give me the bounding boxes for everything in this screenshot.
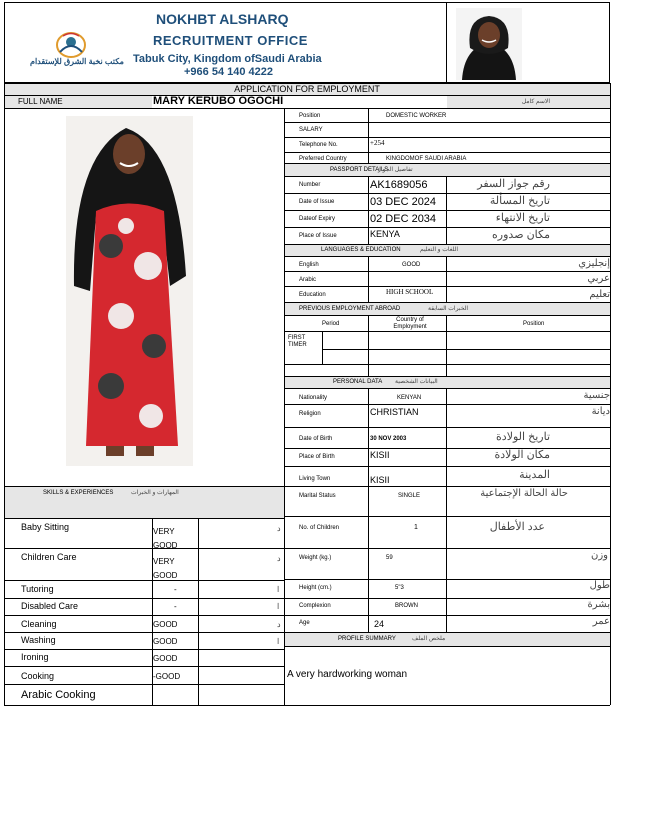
personal-ar: عمر <box>592 616 610 627</box>
education-value: HIGH SCHOOL <box>386 288 434 296</box>
personal-label: Place of Birth <box>299 454 335 460</box>
passport-expiry-date: 02 DEC 2034 <box>370 213 437 225</box>
skill-label: Cleaning <box>21 619 57 629</box>
passport-heading-ar: تفاصيل الجواز <box>378 167 413 173</box>
skill-label: Tutoring <box>21 584 54 594</box>
dob-value: 30 NOV 2003 <box>370 436 407 442</box>
skill-ar: ا <box>277 637 280 646</box>
column-country: Country of Employment <box>393 317 427 330</box>
personal-label: Height (cm.) <box>299 585 332 591</box>
passport-heading: PASSPORT DETAILS <box>330 167 389 173</box>
passport-ar: مكان صدوره <box>492 229 550 241</box>
languages-heading: LANGUAGES & EDUCATION <box>321 247 401 253</box>
skill-label: Cooking <box>21 671 55 681</box>
personal-ar: تاريخ الولادة <box>496 431 550 443</box>
skill-value: VERY GOOD <box>153 527 178 550</box>
personal-ar: جنسية <box>583 390 610 401</box>
profile-summary-text: A very hardworking woman <box>287 669 408 680</box>
language-ar: تعليم <box>589 289 610 300</box>
skill-label: Arabic Cooking <box>21 689 96 701</box>
passport-ar: تاريخ الانتهاء <box>495 212 550 224</box>
height-value: 5"3 <box>395 585 404 591</box>
personal-label: No. of Children <box>299 525 340 531</box>
skill-value: - <box>174 602 177 611</box>
personal-ar: عدد الأطفال <box>489 521 545 533</box>
skill-value: - <box>174 585 177 594</box>
skills-heading-ar: المهارات و الخبرات <box>131 490 179 496</box>
column-period: Period <box>322 321 340 327</box>
detail-value: +254 <box>370 139 385 147</box>
marital-status-value: SINGLE <box>398 493 421 499</box>
profile-summary-heading: PROFILE SUMMARY <box>338 636 396 642</box>
skill-label: Ironing <box>21 652 49 662</box>
personal-label: Marital Status <box>299 493 336 499</box>
language-label: Arabic <box>299 277 317 283</box>
personal-ar: بشرة <box>587 599 610 610</box>
full-body-photo <box>66 116 193 466</box>
skill-ar: د <box>277 620 281 629</box>
passport-ar: رقم جواز السفر <box>477 178 550 190</box>
detail-label: SALARY <box>299 127 323 133</box>
detail-value: DOMESTIC WORKER <box>386 113 447 119</box>
passport-issue-date: 03 DEC 2024 <box>370 196 437 208</box>
skill-ar: د <box>277 524 281 533</box>
skill-value: -GOOD <box>153 672 181 681</box>
passport-ar: تاريخ المسألة <box>489 195 550 207</box>
detail-value: KINGDOMOF SAUDI ARABIA <box>386 156 467 162</box>
personal-label: Complexion <box>299 603 331 609</box>
personal-ar: حالة الحالة الإجتماعية <box>480 488 568 499</box>
detail-label: Preferred Country <box>299 156 347 162</box>
column-position: Position <box>523 321 545 327</box>
personal-label: Date of Birth <box>299 436 333 442</box>
personal-label: Weight (kg.) <box>299 555 332 561</box>
skill-label: Disabled Care <box>21 601 79 611</box>
full-name-label: FULL NAME <box>18 97 63 106</box>
prev-employment-heading-ar: الخبرات السابقة <box>428 306 469 312</box>
personal-label: Nationality <box>299 395 328 401</box>
profile-summary-heading-ar: ملخص الملف <box>412 636 446 642</box>
skill-ar: د <box>277 554 281 563</box>
personal-label: Living Town <box>299 476 331 482</box>
personal-label: Religion <box>299 411 321 417</box>
personal-ar: وزن <box>590 550 608 561</box>
company-line2: RECRUITMENT OFFICE <box>153 33 308 48</box>
age-value: 24 <box>374 619 385 629</box>
first-timer-label: FIRST TIMER <box>288 335 307 349</box>
personal-heading-ar: البيانات الشخصية <box>395 379 438 385</box>
personal-ar: ديانة <box>591 406 610 417</box>
full-name-value: MARY KERUBO OGOCHI <box>153 95 284 107</box>
full-name-label-ar: الاسم كامل <box>521 99 550 105</box>
living-town-value: KISII <box>370 475 390 485</box>
birthplace-value: KISII <box>370 450 390 460</box>
language-label: Education <box>299 292 326 298</box>
skill-label: Washing <box>21 635 56 645</box>
personal-ar: مكان الولادة <box>494 449 550 461</box>
company-name: NOKHBT ALSHARQ <box>156 11 289 27</box>
form-title: APPLICATION FOR EMPLOYMENT <box>234 84 380 94</box>
detail-label: Position <box>299 113 321 119</box>
passport-label: Dateof Expiry <box>299 216 336 222</box>
skill-value: VERY GOOD <box>153 557 178 580</box>
passport-place: KENYA <box>370 229 400 239</box>
personal-heading: PERSONAL DATA <box>333 379 383 385</box>
skill-value: GOOD <box>153 637 178 646</box>
skill-label: Baby Sitting <box>21 522 70 532</box>
religion-value: CHRISTIAN <box>370 407 419 417</box>
weight-value: 59 <box>386 555 393 561</box>
language-ar: عربي <box>587 273 610 284</box>
passport-number: AK1689056 <box>370 179 428 191</box>
children-value: 1 <box>414 524 418 531</box>
personal-ar: المدينة <box>519 469 550 481</box>
skill-ar: ا <box>277 602 280 611</box>
language-ar: إنجليزي <box>578 258 610 269</box>
prev-employment-heading: PREVIOUS EMPLOYMENT ABROAD <box>299 306 401 312</box>
skill-label: Children Care <box>21 552 77 562</box>
nationality-value: KENYAN <box>397 395 422 401</box>
logo-arabic-text: مكتب نخبة الشرق للإستقدام <box>30 57 124 66</box>
company-phone: +966 54 140 4222 <box>184 66 274 78</box>
skills-heading: SKILLS & EXPERIENCES <box>43 490 114 496</box>
passport-label: Number <box>299 182 321 188</box>
personal-ar: طول <box>589 580 610 591</box>
headshot-photo <box>456 8 522 80</box>
complexion-value: BROWN <box>395 603 418 609</box>
company-address: Tabuk City, Kingdom ofSaudi Arabia <box>133 53 322 65</box>
detail-label: Telephone No. <box>299 142 338 148</box>
passport-label: Date of Issue <box>299 199 335 205</box>
language-label: English <box>299 262 319 268</box>
languages-heading-ar: اللغات و التعليم <box>420 247 459 253</box>
passport-label: Place of Issue <box>299 233 337 239</box>
skill-value: GOOD <box>153 654 178 663</box>
personal-label: Age <box>299 620 310 626</box>
skill-value: GOOD <box>153 620 178 629</box>
language-value: GOOD <box>402 262 421 268</box>
company-logo <box>30 30 124 76</box>
skill-ar: ا <box>277 585 280 594</box>
